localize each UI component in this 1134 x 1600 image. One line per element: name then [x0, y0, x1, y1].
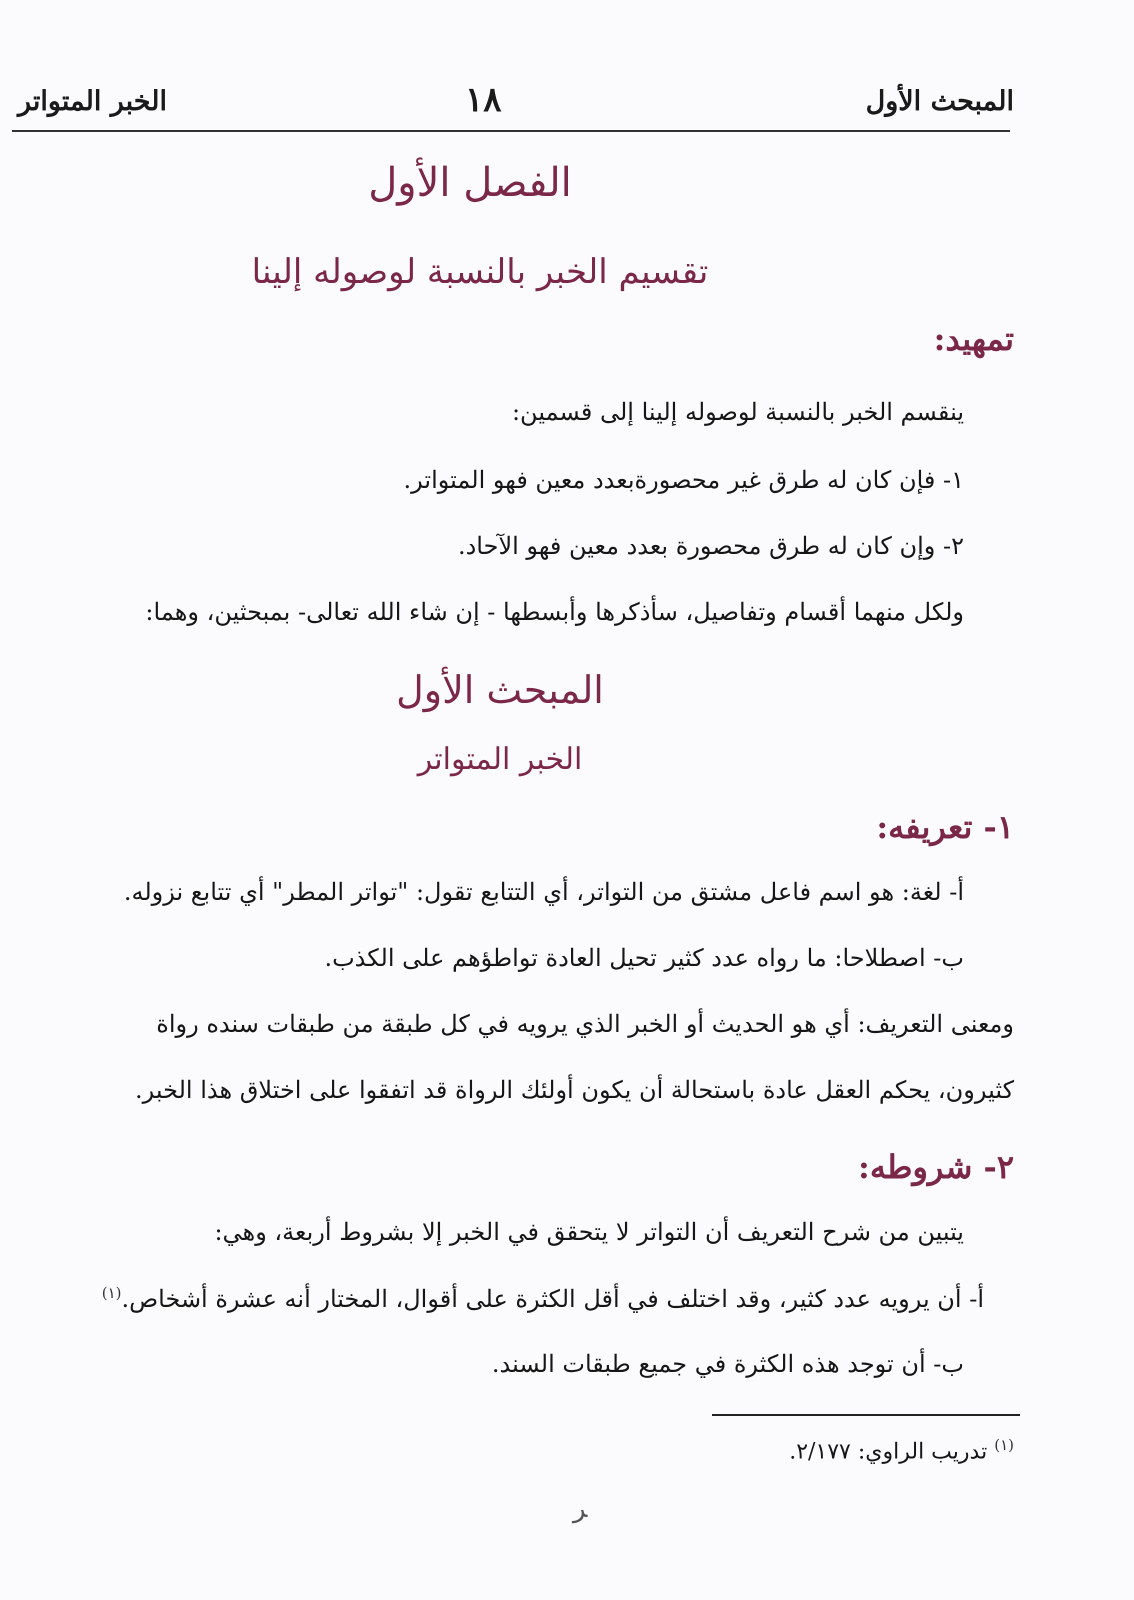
footnote-mark: (١) — [994, 1436, 1014, 1454]
intro-lead: ينقسم الخبر بالنسبة لوصوله إلينا إلى قسمين: — [511, 398, 964, 426]
footnote — [789, 1436, 1014, 1464]
footnote-ref-mark: (١) — [101, 1284, 122, 1302]
header-rule — [12, 130, 1010, 132]
definition-heading: ١- تعريفه: — [876, 808, 1014, 846]
conditions-heading: ٢- شروطه: — [858, 1148, 1014, 1186]
running-header-section: المبحث الأول — [865, 86, 1014, 117]
conditions-item-1 — [102, 1284, 984, 1313]
definition-line-1: أ- لغة: هو اسم فاعل مشتق من التواتر، أي التتابع تقول: "تواتر المطر" أي تتابع نزوله. — [123, 878, 964, 906]
definition-line-3: ومعنى التعريف: أي هو الحديث أو الخبر الذي يرويه في كل طبقة من طبقات سنده رواة — [156, 1010, 1014, 1038]
conditions-item-1-text: أ- أن يرويه عدد كثير، وقد اختلف في أقل الكثرة على أقوال، المختار أنه عشرة أشخاص. — [121, 1285, 984, 1313]
section-title: المبحث الأول — [396, 668, 604, 712]
conditions-lead: يتبين من شرح التعريف أن التواتر لا يتحقق في الخبر إلا بشروط أربعة، وهي: — [214, 1218, 964, 1246]
stray-mark: ﺮ — [573, 1494, 588, 1524]
intro-heading: تمهيد: — [933, 320, 1014, 358]
intro-close: ولكل منهما أقسام وتفاصيل، سأذكرها وأبسطها - إن شاء الله تعالى- بمبحثين، وهما: — [145, 598, 964, 626]
conditions-item-2: ب- أن توجد هذه الكثرة في جميع طبقات السند. — [491, 1350, 964, 1378]
footnote-text: تدريب الراوي: ٢/١٧٧. — [789, 1439, 988, 1465]
chapter-title: الفصل الأول — [368, 160, 572, 206]
chapter-subtitle: تقسيم الخبر بالنسبة لوصوله إلينا — [251, 252, 709, 292]
running-header-topic: الخبر المتواتر — [18, 86, 167, 117]
footnote-rule — [712, 1414, 1020, 1416]
section-subtitle: الخبر المتواتر — [417, 742, 583, 777]
intro-item-1: ١- فإن كان له طرق غير محصورةبعدد معين فهو المتواتر. — [403, 466, 964, 494]
page-number: ١٨ — [465, 80, 502, 120]
intro-item-2: ٢- وإن كان له طرق محصورة بعدد معين فهو الآحاد. — [457, 532, 964, 560]
definition-line-2: ب- اصطلاحا: ما رواه عدد كثير تحيل العادة تواطؤهم على الكذب. — [324, 944, 964, 972]
definition-line-4: كثيرون، يحكم العقل عادة باستحالة أن يكون أولئك الرواة قد اتفقوا على اختلاق هذا الخبر. — [135, 1076, 1014, 1104]
